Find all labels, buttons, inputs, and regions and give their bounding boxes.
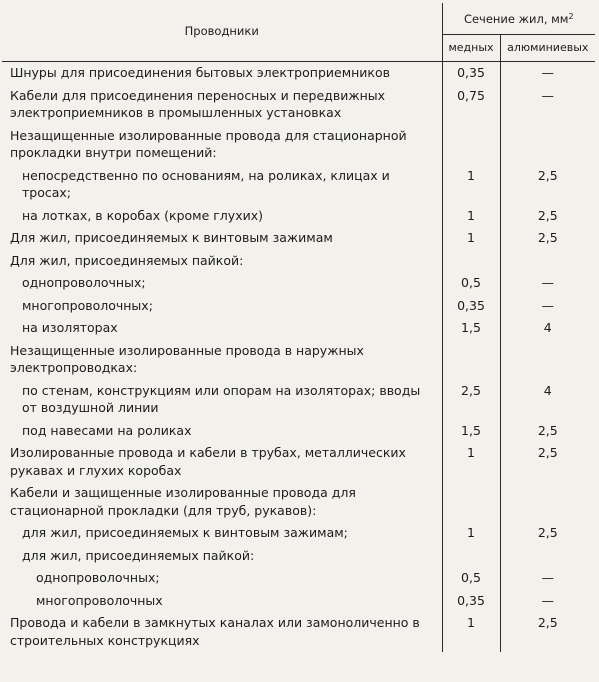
row-copper-value	[442, 125, 500, 165]
row-aluminium-value: 2,5	[537, 422, 558, 438]
row-name: однопроволочных;	[2, 567, 442, 590]
row-aluminium-value: 4	[543, 320, 552, 335]
row-name: однопроволочных;	[2, 272, 442, 295]
row-copper-value: 1	[442, 522, 500, 545]
row-copper-value	[442, 482, 500, 522]
row-name: под навесами на роликах	[2, 420, 442, 443]
table-row	[2, 125, 595, 165]
row-aluminium-value	[500, 545, 595, 568]
header-aluminium: алюминиевых	[500, 34, 595, 61]
row-copper-value: 2,5	[442, 380, 500, 420]
row-copper-value: 0,35	[442, 295, 500, 318]
row-name: Незащищенные изолированные провода для стационарной прокладки внутри помещений:	[2, 125, 442, 165]
table-row	[2, 272, 595, 295]
row-copper-value: 1	[442, 227, 500, 250]
row-name: Для жил, присоединяемых пайкой:	[2, 250, 442, 273]
header-copper: медных	[442, 34, 500, 61]
table-row	[2, 340, 595, 380]
row-aluminium-value: 2,5	[537, 525, 558, 540]
row-aluminium-value	[500, 340, 595, 380]
row-aluminium-value: —	[541, 592, 554, 608]
table-row	[2, 590, 595, 613]
row-name: для жил, присоединяемых к винтовым зажимам;	[2, 522, 442, 545]
row-copper-value	[442, 250, 500, 273]
row-aluminium-value: 2,5	[537, 207, 558, 223]
row-name: Кабели и защищенные изолированные провода для стационарной прокладки (для труб, рукавов):	[2, 482, 442, 522]
row-copper-value: 0,75	[442, 85, 500, 125]
row-aluminium-value: —	[541, 87, 554, 103]
header-section-unit-sup: 2	[568, 12, 574, 21]
header-conductors: Проводники	[2, 3, 442, 62]
row-name: многопроволочных	[2, 590, 442, 613]
row-aluminium-value	[500, 125, 595, 165]
row-name: Незащищенные изолированные провода в наружных электропроводках:	[2, 340, 442, 380]
table-row	[2, 165, 595, 205]
table-row	[2, 205, 595, 228]
table-row	[2, 545, 595, 568]
row-copper-value: 1	[442, 442, 500, 482]
header-section-label: Сечение жил, мм	[463, 12, 569, 26]
row-aluminium-value	[500, 482, 595, 522]
table-row	[2, 62, 595, 85]
table-row	[2, 380, 595, 420]
row-aluminium-value: 2,5	[537, 615, 558, 630]
row-name: Провода и кабели в замкнутых каналах или замоноличенно в строительных конструкциях	[2, 612, 442, 652]
row-name: на лотках, в коробах (кроме глухих)	[2, 205, 442, 228]
table-row	[2, 295, 595, 318]
row-aluminium-value: —	[541, 275, 554, 290]
row-aluminium-value: 2,5	[537, 230, 558, 245]
row-aluminium-value: 2,5	[537, 445, 558, 460]
row-copper-value	[442, 340, 500, 380]
table-row	[2, 420, 595, 443]
row-copper-value: 1,5	[442, 420, 500, 443]
row-copper-value: 1	[442, 205, 500, 228]
row-aluminium-value	[500, 250, 595, 273]
row-copper-value: 0,35	[442, 62, 500, 85]
row-aluminium-value: —	[541, 570, 554, 585]
row-name: непосредственно по основаниям, на роликах, клицах и тросах;	[2, 165, 442, 205]
row-name: Для жил, присоединяемых к винтовым зажимам	[2, 227, 442, 250]
row-aluminium-value: —	[541, 65, 554, 80]
header-section	[442, 3, 595, 34]
table-row	[2, 612, 595, 652]
row-copper-value: 0,5	[442, 567, 500, 590]
row-name: для жил, присоединяемых пайкой:	[2, 545, 442, 568]
table-row	[2, 567, 595, 590]
table-row	[2, 227, 595, 250]
row-name: по стенам, конструкциям или опорам на изоляторах; вводы от воздушной линии	[2, 380, 442, 420]
row-name: на изоляторах	[2, 317, 442, 340]
row-aluminium-value: 4	[543, 382, 552, 398]
table-row	[2, 522, 595, 545]
row-copper-value	[442, 545, 500, 568]
row-aluminium-value: —	[541, 297, 554, 313]
row-name: Изолированные провода и кабели в трубах, металлических рукавах и глухих коробах	[2, 442, 442, 482]
table-row	[2, 85, 595, 125]
conductor-section-table	[2, 3, 595, 652]
row-copper-value: 1	[442, 612, 500, 652]
table-row	[2, 317, 595, 340]
row-copper-value: 0,5	[442, 272, 500, 295]
table-row	[2, 442, 595, 482]
row-copper-value: 0,35	[442, 590, 500, 613]
row-name: Кабели для присоединения переносных и передвижных электроприемников в промышленных установках	[2, 85, 442, 125]
row-copper-value: 1	[442, 165, 500, 205]
row-aluminium-value: 2,5	[537, 167, 558, 183]
row-copper-value: 1,5	[442, 317, 500, 340]
table-row	[2, 482, 595, 522]
table-row	[2, 250, 595, 273]
row-name: многопроволочных;	[2, 295, 442, 318]
row-name: Шнуры для присоединения бытовых электроприемников	[2, 62, 442, 85]
